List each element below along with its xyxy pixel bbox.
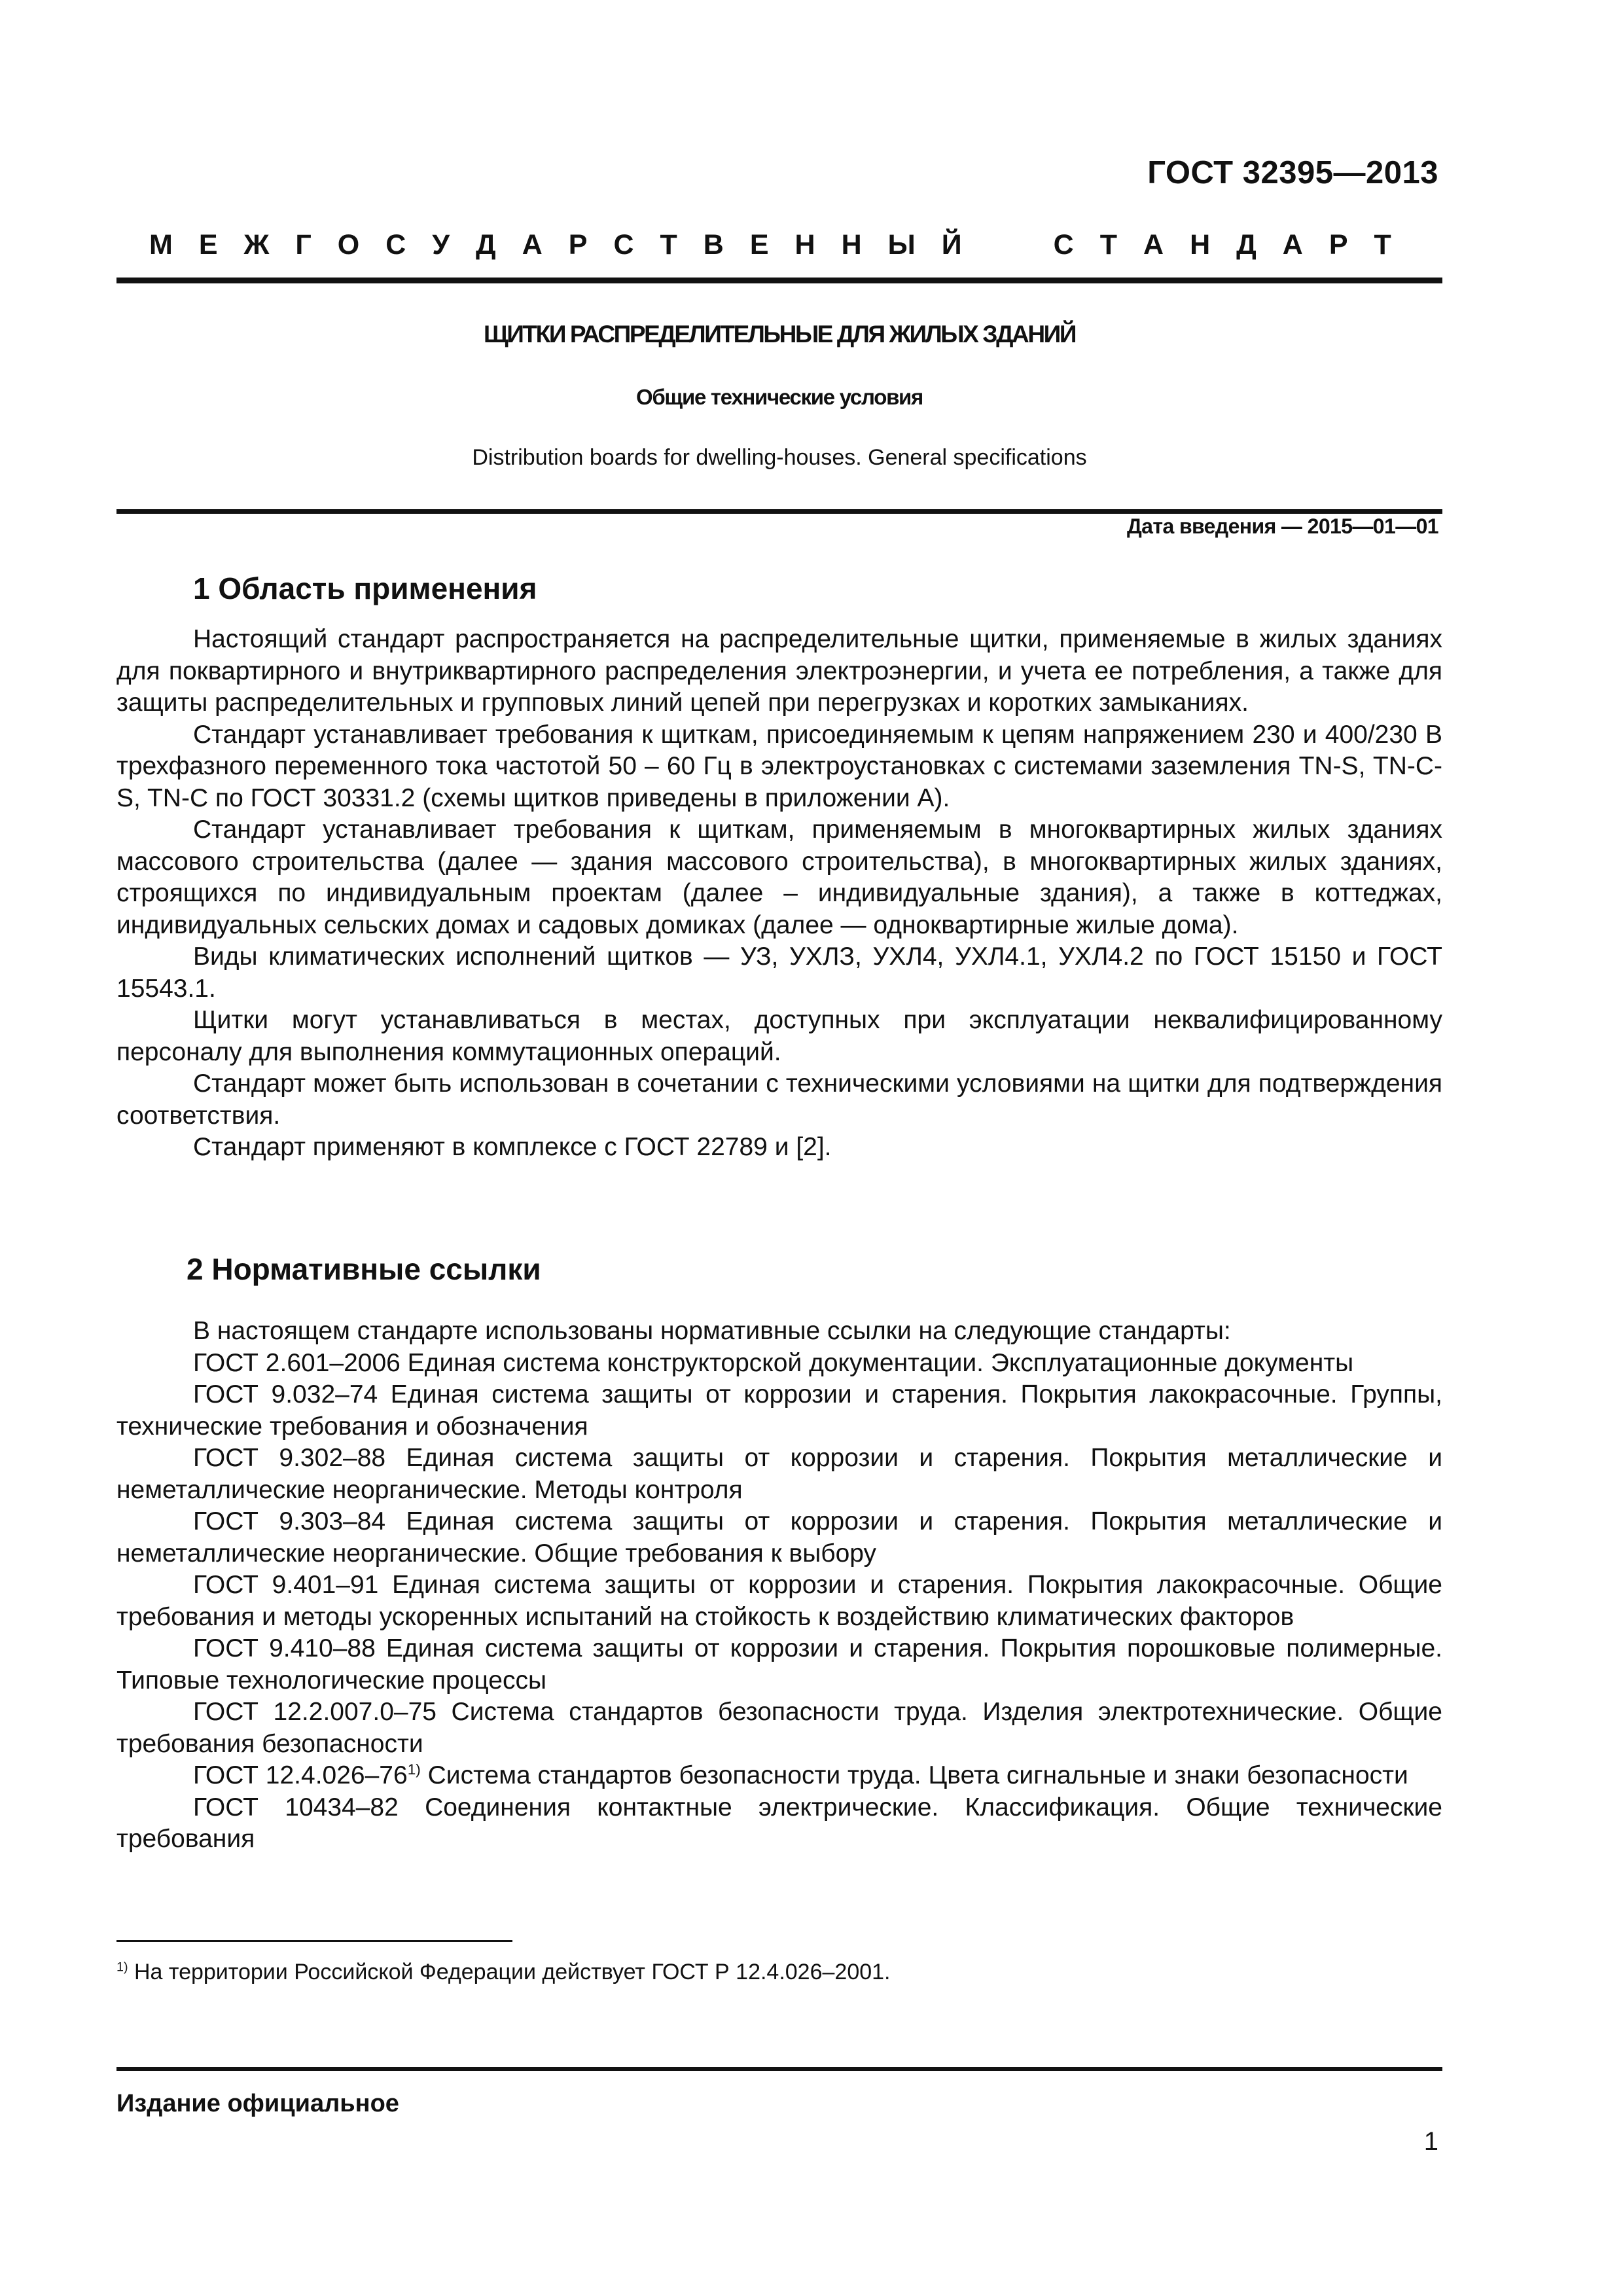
reference-code: ГОСТ 9.032–74 — [193, 1380, 378, 1408]
footnote — [116, 1960, 891, 1985]
edition-label: Издание официальное — [116, 2090, 399, 2117]
footer-rule — [116, 2067, 1442, 2071]
section-1-paragraph: Щитки могут устанавливаться в местах, доступных при эксплуатации неквалифицированному персоналу для выполнения коммутационных операций. — [116, 1006, 1442, 1066]
footnote-ref-marker: 1) — [407, 1761, 421, 1778]
reference-item — [116, 1633, 1442, 1696]
section-1-paragraph: Виды климатических исполнений щитков — УЗ, УХЛЗ, УХЛ4, УХЛ4.1, УХЛ4.2 по ГОСТ 15150 и ГОСТ 15543.1. — [116, 942, 1442, 1003]
header-rule — [116, 278, 1442, 283]
standard-type-letter: Т — [660, 229, 677, 260]
reference-code: ГОСТ 12.4.026–76 — [193, 1761, 408, 1789]
reference-title: Единая система защиты от коррозии и старения. Покрытия лакокрасочные. Общие требования и методы ускоренных испытаний на стойкость к воздействию климатических факторов — [116, 1571, 1442, 1631]
standard-type-letter: Е — [749, 229, 769, 260]
section-1-paragraph: Стандарт устанавливает требования к щиткам, применяемым в многоквартирных жилых зданиях массового строительства (далее — здания массового строительства), в многоквартирных жилых зданиях, строящихся по индивидуальным проектам (далее – индивидуальные здания), а также в коттеджах, индивидуальных сельских домах и садовых домиках (далее — одноквартирные жилые дома). — [116, 816, 1442, 939]
document-title: ЩИТКИ РАСПРЕДЕЛИТЕЛЬНЫЕ ДЛЯ ЖИЛЫХ ЗДАНИЙ — [483, 321, 1076, 348]
reference-item — [116, 1696, 1442, 1760]
standard-type-letter: А — [522, 229, 543, 260]
section-1-body — [116, 624, 1442, 1164]
reference-code: ГОСТ 9.401–91 — [193, 1571, 379, 1599]
reference-item — [116, 1348, 1442, 1380]
reference-code: ГОСТ 9.410–88 — [193, 1634, 376, 1662]
standard-type-letter: Ы — [887, 229, 916, 260]
title-rule — [116, 509, 1442, 514]
reference-title: Единая система защиты от коррозии и старения. Покрытия металлические и неметаллические неорганические. Методы контроля — [116, 1444, 1442, 1504]
footnote-text: На территории Российской Федерации действует ГОСТ Р 12.4.026–2001. — [128, 1960, 891, 1984]
standard-type-letter: М — [149, 229, 173, 260]
footnote-rule — [116, 1940, 512, 1942]
section-2-heading: 2 Нормативные ссылки — [187, 1252, 541, 1286]
standard-type-letter: Е — [198, 229, 218, 260]
reference-item — [116, 1570, 1442, 1633]
reference-item — [116, 1792, 1442, 1856]
reference-code: ГОСТ 9.302–88 — [193, 1444, 386, 1472]
reference-title: Единая система защиты от коррозии и старения. Покрытия лакокрасочные. Группы, технические требования и обозначения — [116, 1380, 1442, 1441]
introduction-date: Дата введения — 2015—01—01 — [1126, 514, 1438, 538]
reference-title: Единая система конструкторской документации. Эксплуатационные документы — [400, 1348, 1354, 1377]
reference-item — [116, 1506, 1442, 1570]
reference-code: ГОСТ 10434–82 — [193, 1793, 399, 1821]
standard-type-letter: Т — [1374, 229, 1391, 260]
standard-type-letter: Д — [1236, 229, 1257, 260]
reference-code: ГОСТ 12.2.007.0–75 — [193, 1698, 437, 1726]
standard-type-letter: С — [385, 229, 406, 260]
standard-type-letter: С — [1053, 229, 1074, 260]
reference-item — [116, 1443, 1442, 1506]
standard-type-letter: Т — [1099, 229, 1118, 260]
standard-type-heading — [149, 229, 1391, 261]
section-1-paragraph: Настоящий стандарт распространяется на распределительные щитки, применяемые в жилых зданиях для поквартирного и внутриквартирного распределения электроэнергии, и учета ее потребления, а также для защиты распределительных и групповых линий цепей при перегрузках и коротких замыканиях. — [116, 625, 1442, 717]
reference-title: Система стандартов безопасности труда. Цвета сигнальные и знаки безопасности — [420, 1761, 1408, 1789]
gost-number: ГОСТ 32395—2013 — [1147, 155, 1438, 190]
standard-type-letter: А — [1143, 229, 1164, 260]
section-1-heading: 1 Область применения — [193, 571, 537, 605]
document-subtitle: Общие технические условия — [635, 385, 923, 409]
standard-type-letter: Р — [1329, 229, 1348, 260]
standard-type-letter: У — [432, 229, 450, 260]
standard-type-letter: Г — [295, 229, 312, 260]
standard-type-letter: А — [1282, 229, 1303, 260]
standard-type-letter: Р — [568, 229, 588, 260]
standard-type-letter: Н — [1190, 229, 1211, 260]
reference-item — [116, 1760, 1442, 1792]
reference-code: ГОСТ 9.303–84 — [193, 1507, 386, 1535]
footnote-marker: 1) — [116, 1960, 128, 1975]
section-1-paragraph: Стандарт устанавливает требования к щиткам, присоединяемым к цепям напряжением 230 и 400/230 В трехфазного переменного тока частотой 50 – 60 Гц в электроустановках с системами заземления TN-S, TN-C-S, TN-C по ГОСТ 30331.2 (схемы щитков приведены в приложении А). — [116, 720, 1442, 812]
reference-code: ГОСТ 2.601–2006 — [193, 1348, 401, 1377]
reference-title: Система стандартов безопасности труда. Изделия электротехнические. Общие требования безопасности — [116, 1698, 1442, 1758]
standard-type-letter: Й — [941, 229, 962, 260]
standard-type-letter: С — [613, 229, 634, 260]
document-title-english: Distribution boards for dwelling-houses. General specifications — [472, 445, 1087, 470]
reference-title: Единая система защиты от коррозии и старения. Покрытия металлические и неметаллические неорганические. Общие требования к выбору — [116, 1507, 1442, 1568]
section-2-intro: В настоящем стандарте использованы нормативные ссылки на следующие стандарты: — [193, 1317, 1231, 1345]
standard-type-letter: Н — [794, 229, 815, 260]
reference-title: Соединения контактные электрические. Классификация. Общие технические требования — [116, 1793, 1442, 1853]
section-1-paragraph: Стандарт может быть использован в сочетании с техническими условиями на щитки для подтверждения соответствия. — [116, 1069, 1442, 1130]
standard-type-letter: О — [337, 229, 360, 260]
standard-type-letter: Д — [476, 229, 496, 260]
section-1-paragraph: Стандарт применяют в комплексе с ГОСТ 22789 и [2]. — [193, 1133, 832, 1161]
standard-type-letter: Н — [841, 229, 862, 260]
standard-type-letter: В — [703, 229, 724, 260]
standard-type-letter: Ж — [243, 229, 270, 260]
reference-title: Единая система защиты от коррозии и старения. Покрытия порошковые полимерные. Типовые технологические процессы — [116, 1634, 1442, 1695]
reference-item — [116, 1379, 1442, 1443]
page-number: 1 — [1423, 2127, 1438, 2156]
section-2-body — [116, 1316, 1442, 1856]
